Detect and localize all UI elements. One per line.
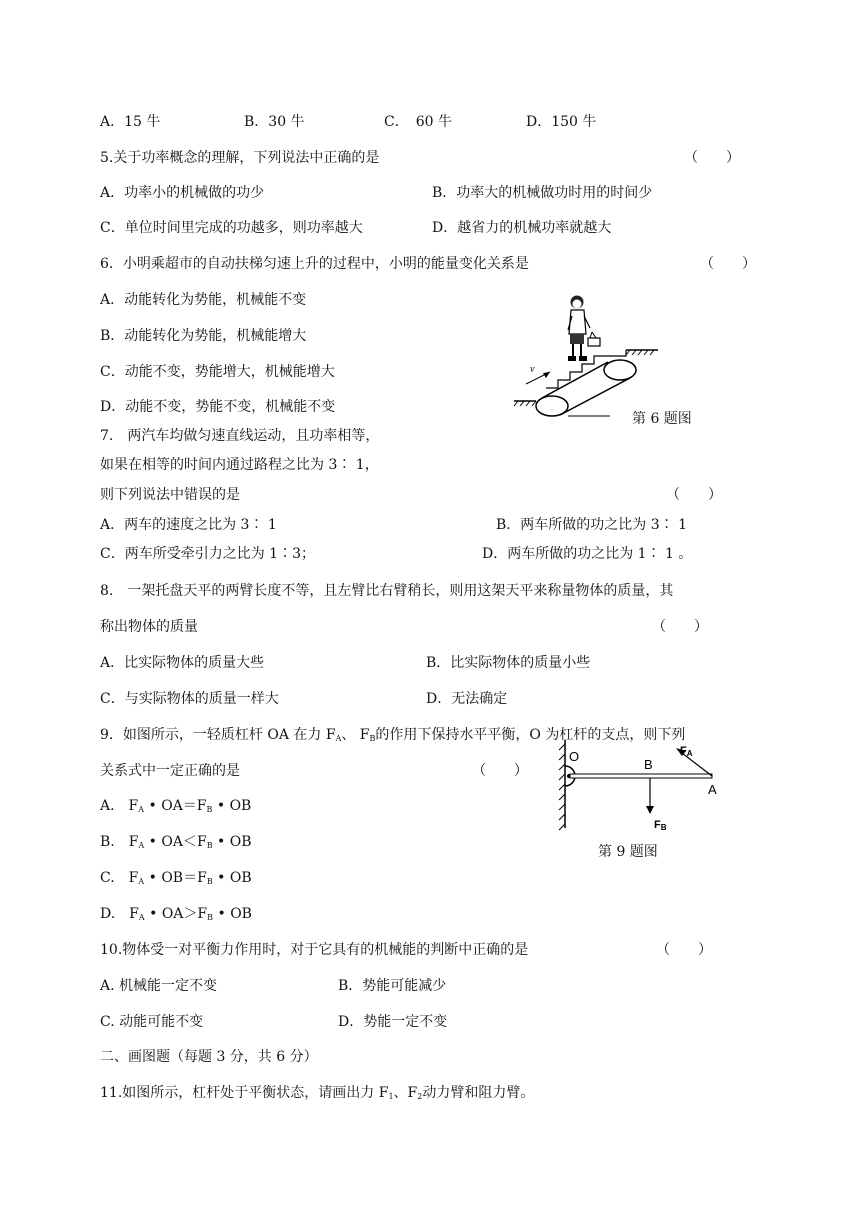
q8-answer-paren: （ ） [652, 619, 708, 635]
q4-option-a: A．15 牛 [100, 114, 161, 130]
q9-fig-label-fb: FB [654, 819, 667, 832]
q7-stem-line3: 则下列说法中错误的是 [100, 487, 240, 503]
q10-answer-paren: （ ） [656, 942, 712, 958]
q7-stem-line1: 7. 两汽车均做匀速直线运动，且功率相等， [100, 428, 380, 444]
q7-option-b: B．两车所做的功之比为 3∶ 1 [496, 517, 688, 533]
q5-stem: 5.关于功率概念的理解，下列说法中正确的是 [100, 150, 380, 166]
q5-option-b: B．功率大的机械做功时用的时间少 [432, 185, 653, 201]
q9-fig-label-a: A [708, 782, 717, 797]
q4-option-d: D．150 牛 [526, 114, 597, 130]
q9-lever-figure [548, 740, 738, 840]
q9-option-b: B. $F_A$ • $OA<F_B$ • OB [100, 834, 252, 850]
q9-option-c: C. $F_A$ • $OB=F_B$ • OB [100, 870, 252, 886]
q5-option-c: C．单位时间里完成的功越多，则功率越大 [100, 220, 363, 236]
q9-fig-label-b: B [644, 757, 653, 772]
q8-option-b: B．比实际物体的质量小些 [426, 655, 591, 671]
q10-option-d: D．势能一定不变 [338, 1014, 448, 1030]
q5-answer-paren: （ ） [684, 150, 740, 166]
q6-stem: 6．小明乘超市的自动扶梯匀速上升的过程中，小明的能量变化关系是 [100, 256, 529, 272]
q8-option-c: C．与实际物体的质量一样大 [100, 691, 279, 707]
q7-answer-paren: （ ） [666, 487, 722, 503]
q6-option-c: C．动能不变，势能增大，机械能增大 [100, 364, 335, 380]
q11-stem: 11.如图所示，杠杆处于平衡状态，请画出力 $F_1$、$F_2$动力臂和阻力臂。 [100, 1085, 535, 1101]
section-2-title: 二、画图题（每题 3 分，共 6 分） [100, 1049, 318, 1065]
q7-option-d: D．两车所做的功之比为 1∶ 1 。 [482, 546, 693, 562]
q6-option-a: A．动能转化为势能，机械能不变 [100, 292, 307, 308]
q7-option-a: A．两车的速度之比为 3∶ 1 [100, 517, 277, 533]
q8-option-d: D．无法确定 [426, 691, 508, 707]
q7-stem-line2: 如果在相等的时间内通过路程之比为 3∶ 1， [100, 457, 379, 473]
q7-option-c: C．两车所受牵引力之比为 1∶3； [100, 546, 315, 562]
q9-option-a: A. $F_A$ • $OA=F_B$ • OB [100, 798, 252, 814]
q8-stem-line2: 称出物体的质量 [100, 619, 198, 635]
q6-option-b: B．动能转化为势能，机械能增大 [100, 328, 307, 344]
q9-fig-label-o: O [569, 749, 580, 764]
q10-stem: 10.物体受一对平衡力作用时，对于它具有的机械能的判断中正确的是 [100, 942, 529, 958]
q6-fig-velocity-label: v [530, 364, 535, 375]
q4-option-b: B．30 牛 [244, 114, 305, 130]
q6-escalator-figure [508, 288, 668, 418]
q6-figure-caption: 第 6 题图 [632, 411, 692, 427]
q10-option-c: C. 动能可能不变 [100, 1014, 204, 1030]
q5-option-a: A．功率小的机械做的功少 [100, 185, 265, 201]
q8-option-a: A．比实际物体的质量大些 [100, 655, 265, 671]
q9-answer-paren: （ ） [472, 763, 528, 779]
q9-stem-line2: 关系式中一定正确的是 [100, 763, 240, 779]
q9-option-d: D. $F_A$ • $OA>F_B$ • OB [100, 906, 252, 922]
q9-stem-line1: 9．如图所示，一轻质杠杆 OA 在力 $F_A$、 $F_B$的作用下保持水平平衡，O 为杠杆的支点，则下列 [100, 727, 686, 743]
q4-option-c: C． 60 牛 [384, 114, 452, 130]
q6-option-d: D．动能不变，势能不变，机械能不变 [100, 399, 336, 415]
q8-stem-line1: 8. 一架托盘天平的两臂长度不等，且左臂比右臂稍长，则用这架天平来称量物体的质量，其 [100, 583, 674, 599]
q9-figure-caption: 第 9 题图 [598, 844, 658, 860]
q5-option-d: D．越省力的机械功率就越大 [432, 220, 612, 236]
q9-fig-label-fa: FA [680, 745, 693, 758]
q10-option-a: A. 机械能一定不变 [100, 978, 218, 994]
q6-answer-paren: （ ） [700, 256, 756, 272]
q10-option-b: B．势能可能减少 [338, 978, 447, 994]
